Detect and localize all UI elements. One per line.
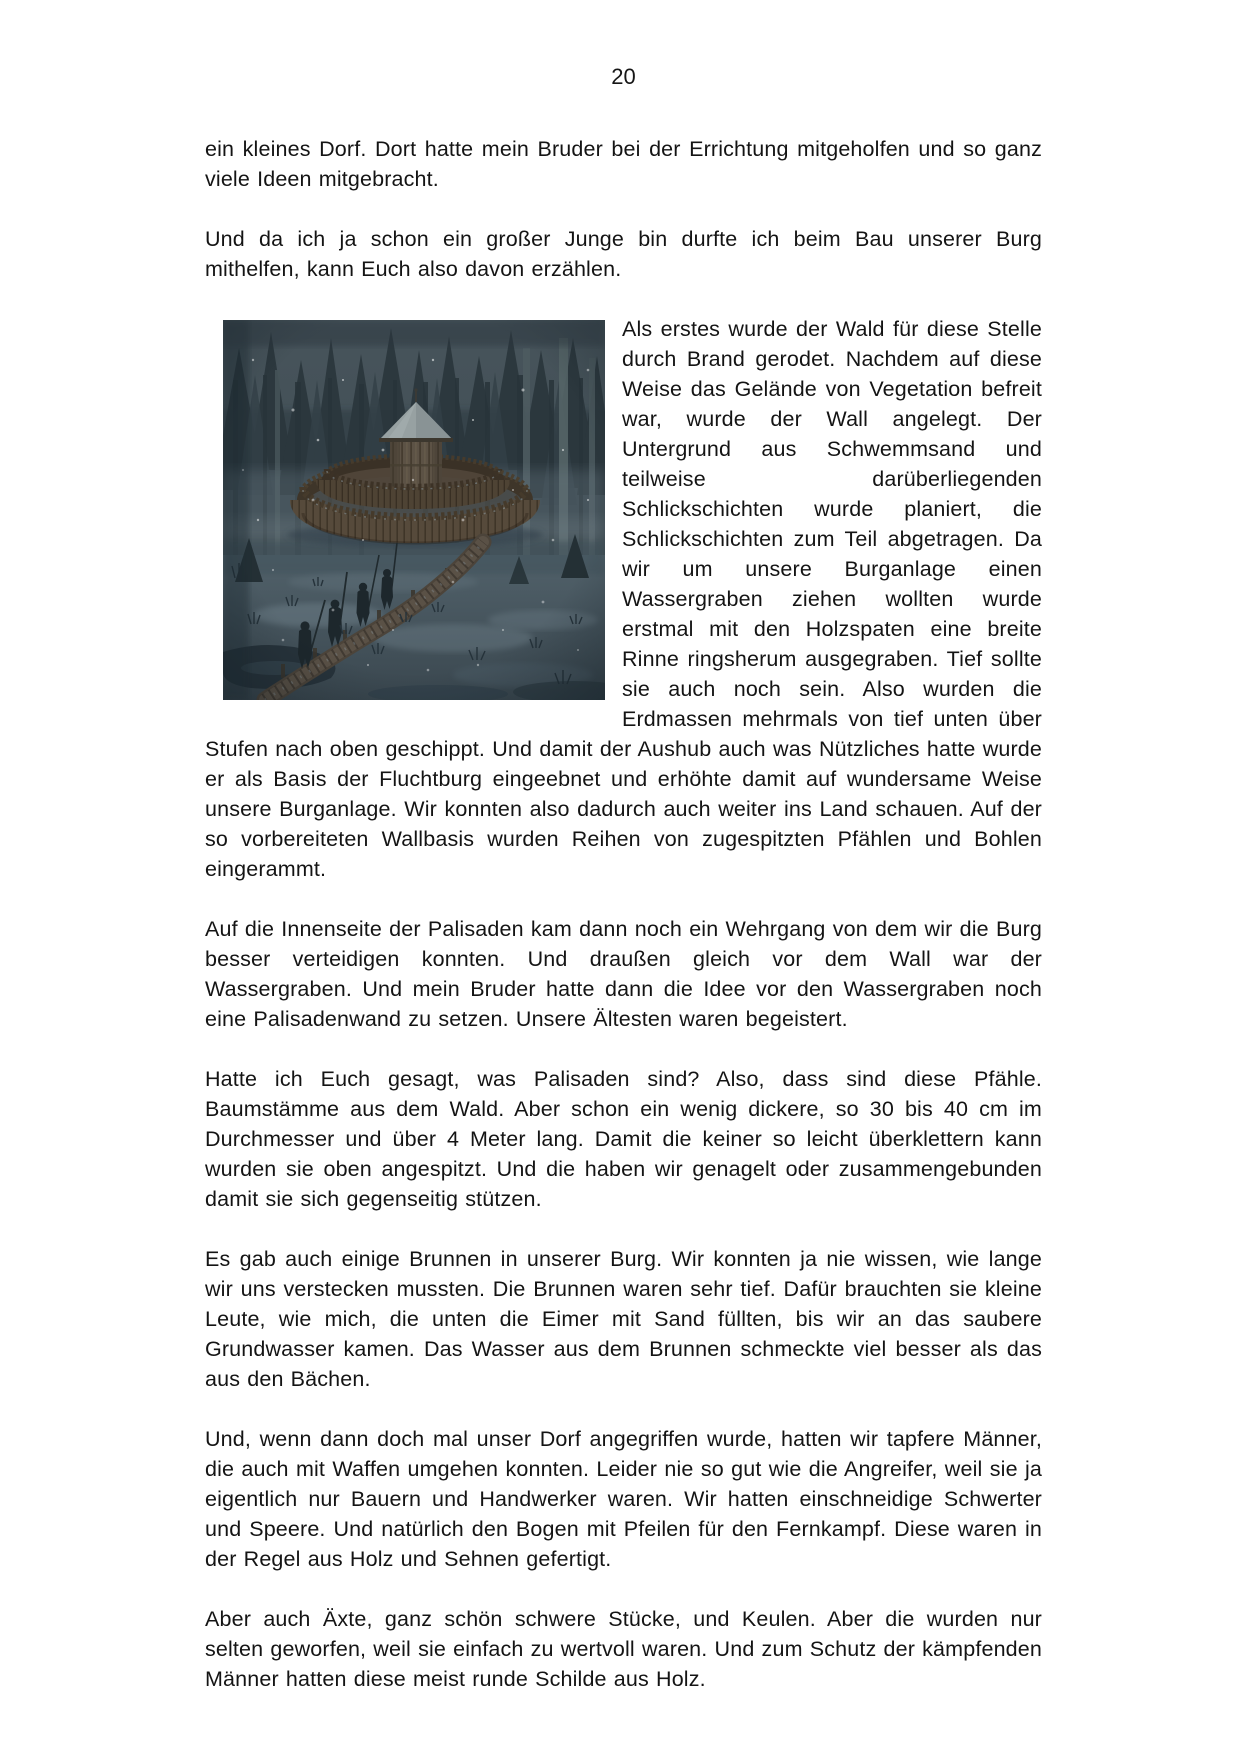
ringfort-illustration-graphic (223, 320, 605, 700)
ringfort-illustration (223, 320, 605, 700)
paragraph-5: Hatte ich Euch gesagt, was Palisaden sind? Also, dass sind diese Pfähle. Baumstämme aus dem Wald. Aber schon ein wenig dickere, so 30 bis 40 cm im Durchmesser und über 4 Meter lang. Damit die keiner so leicht überklettern kann wurden sie oben angespitzt. Und die haben wir genagelt oder zusammengebunden damit sie sich gegenseitig stützen. (205, 1067, 1042, 1211)
page-number: 20 (611, 64, 636, 89)
paragraph-3: Als erstes wurde der Wald für diese Stelle durch Brand gerodet. Nachdem auf diese Weise das Gelände von Vegetation befreit war, wurde der Wall angelegt. Der Untergrund aus Schwemmsand und teilweise darüberliegenden Schlickschichten wurde planiert, die Schlickschichten zum Teil abgetragen. Da wir um unsere Burganlage einen Wassergraben ziehen wollten wurde erstmal mit den Holzspaten eine breite Rinne ringsherum ausgegraben. Tief sollte sie auch noch sein. Also wurden die Erdmassen mehrmals von tief unten über Stufen nach oben geschippt. Und damit der Aushub auch was Nützliches hatte wurde er als Basis der Fluchtburg eingeebnet und erhöhte damit auf wundersame Weise unsere Burganlage. Wir konnten also dadurch auch weiter ins Land schauen. Auf der so vorbereiteten Wallbasis wurden Reihen von zugespitzten Pfählen und Bohlen eingerammt. (205, 317, 1042, 881)
vignette-overlay (223, 320, 605, 700)
paragraph-2: Und da ich ja schon ein großer Junge bin durfte ich beim Bau unserer Burg mithelfen, kann Euch also davon erzählen. (205, 227, 1042, 281)
paragraph-6: Es gab auch einige Brunnen in unserer Burg. Wir konnten ja nie wissen, wie lange wir uns verstecken mussten. Die Brunnen waren sehr tief. Dafür brauchten sie kleine Leute, wie mich, die unten die Eimer mit Sand füllten, bis wir an das saubere Grundwasser kamen. Das Wasser aus dem Brunnen schmeckte viel besser als das aus den Bächen. (205, 1247, 1042, 1391)
paragraph-4: Auf die Innenseite der Palisaden kam dann noch ein Wehrgang von dem wir die Burg besser verteidigen konnten. Und draußen gleich vor dem Wall war der Wassergraben. Und mein Bruder hatte dann die Idee vor den Wassergraben noch eine Palisadenwand zu setzen. Unsere Ältesten waren begeistert. (205, 917, 1042, 1031)
paragraph-7: Und, wenn dann doch mal unser Dorf angegriffen wurde, hatten wir tapfere Männer, die auch mit Waffen umgehen konnten. Leider nie so gut wie die Angreifer, weil sie ja eigentlich nur Bauern und Handwerker waren. Wir hatten einschneidige Schwerter und Speere. Und natürlich den Bogen mit Pfeilen für den Fernkampf. Diese waren in der Regel aus Holz und Sehnen gefertigt. (205, 1427, 1042, 1571)
paragraph-8: Aber auch Äxte, ganz schön schwere Stücke, und Keulen. Aber die wurden nur selten geworfen, weil sie einfach zu wertvoll waren. Und zum Schutz der kämpfenden Männer hatten diese meist runde Schilde aus Holz. (205, 1607, 1042, 1691)
paragraph-1: ein kleines Dorf. Dort hatte mein Bruder bei der Errichtung mitgeholfen und so ganz viele Ideen mitgebracht. (205, 137, 1042, 191)
